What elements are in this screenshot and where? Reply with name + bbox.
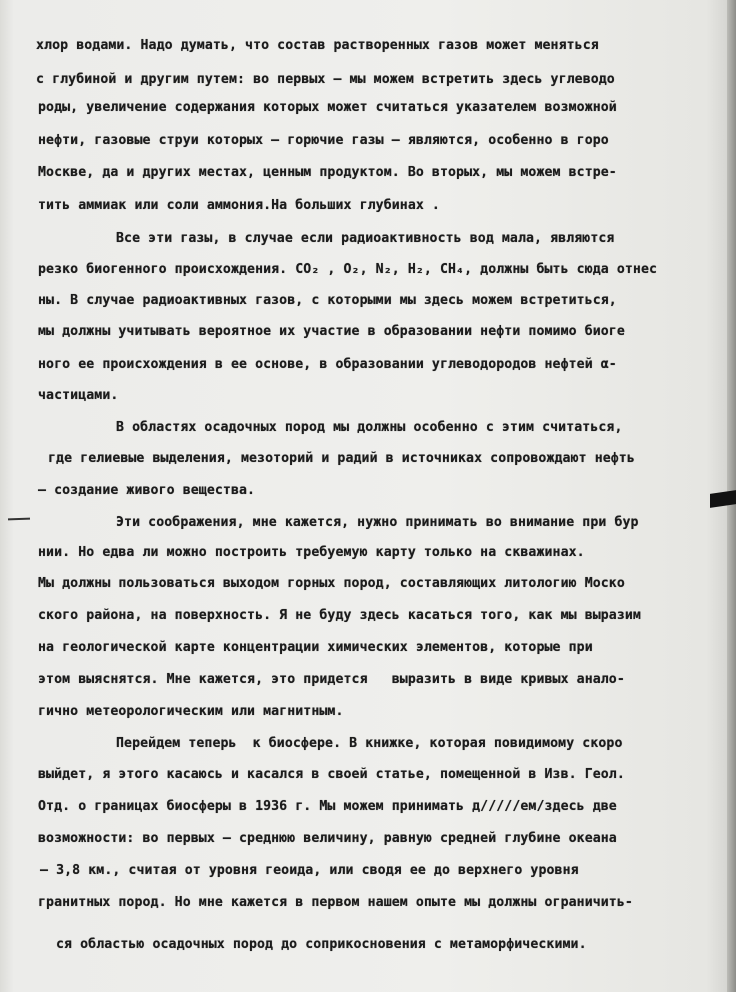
text-line: Мы должны пользоваться выходом горных пород, составляющих литологию Моско [38, 576, 625, 591]
text-line: частицами. [38, 388, 119, 403]
text-line: на геологической карте концентрации химических элементов, которые при [38, 640, 593, 655]
text-line: мы должны учитывать вероятное их участие в образовании нефти помимо биоге [38, 324, 625, 339]
text-line: — 3,8 км., считая от уровня геоида, или сводя ее до верхнего уровня [40, 863, 579, 878]
text-line: ся областью осадочных пород до соприкосновения с метаморфическими. [56, 937, 587, 952]
text-line: гично метеорологическим или магнитным. [38, 704, 344, 719]
text-line: хлор водами. Надо думать, что состав растворенных газов может меняться [36, 38, 599, 53]
text-line: тить аммиак или соли аммония.На больших глубинах . [38, 198, 440, 213]
text-line: ного ее происхождения в ее основе, в образовании углеводородов нефтей α- [38, 357, 617, 372]
text-line: — создание живого вещества. [38, 483, 256, 498]
text-line: Москве, да и других местах, ценным продуктом. Во вторых, мы можем встре- [38, 165, 617, 180]
text-line: гранитных пород. Но мне кажется в первом нашем опыте мы должны ограничить- [38, 895, 633, 910]
paragraph-start-line: В областях осадочных пород мы должны особенно с этим считаться, [116, 420, 623, 435]
text-line: возможности: во первых — среднюю величину, равную средней глубине океана [38, 831, 617, 846]
text-line: ны. В случае радиоактивных газов, с которыми мы здесь можем встретиться, [38, 293, 617, 308]
text-line: выйдет, я этого касаюсь и касался в своей статье, помещенной в Изв. Геол. [38, 767, 625, 782]
text-line: нии. Но едва ли можно построить требуемую карту только на скважинах. [38, 545, 585, 560]
text-line: роды, увеличение содержания которых может считаться указателем возможной [38, 100, 617, 115]
paragraph-start-line: Перейдем теперь к биосфере. В книжке, которая повидимому скоро [116, 736, 623, 751]
paragraph-start-line: Все эти газы, в случае если радиоактивность вод мала, являются [116, 231, 615, 246]
text-line: резко биогенного происхождения. CO₂ , O₂, N₂, H₂, CH₄, должны быть сюда отнес [38, 262, 658, 277]
text-line: с глубиной и другим путем: во первых — мы можем встретить здесь углеводо [36, 72, 615, 87]
text-line: где гелиевые выделения, мезоторий и радий в источниках сопровождают нефть [48, 451, 635, 466]
text-line: этом выяснятся. Мне кажется, это придется выразить в виде кривых анало- [38, 672, 625, 687]
text-line: нефти, газовые струи которых — горючие газы — являются, особенно в горо [38, 133, 609, 148]
text-line: Отд. о границах биосферы в 1936 г. Мы можем принимать д/////ем/здесь две [38, 799, 617, 814]
paragraph-start-line: Эти соображения, мне кажется, нужно принимать во внимание при бур [116, 515, 639, 530]
text-line: ского района, на поверхность. Я не буду здесь касаться того, как мы выразим [38, 608, 641, 623]
